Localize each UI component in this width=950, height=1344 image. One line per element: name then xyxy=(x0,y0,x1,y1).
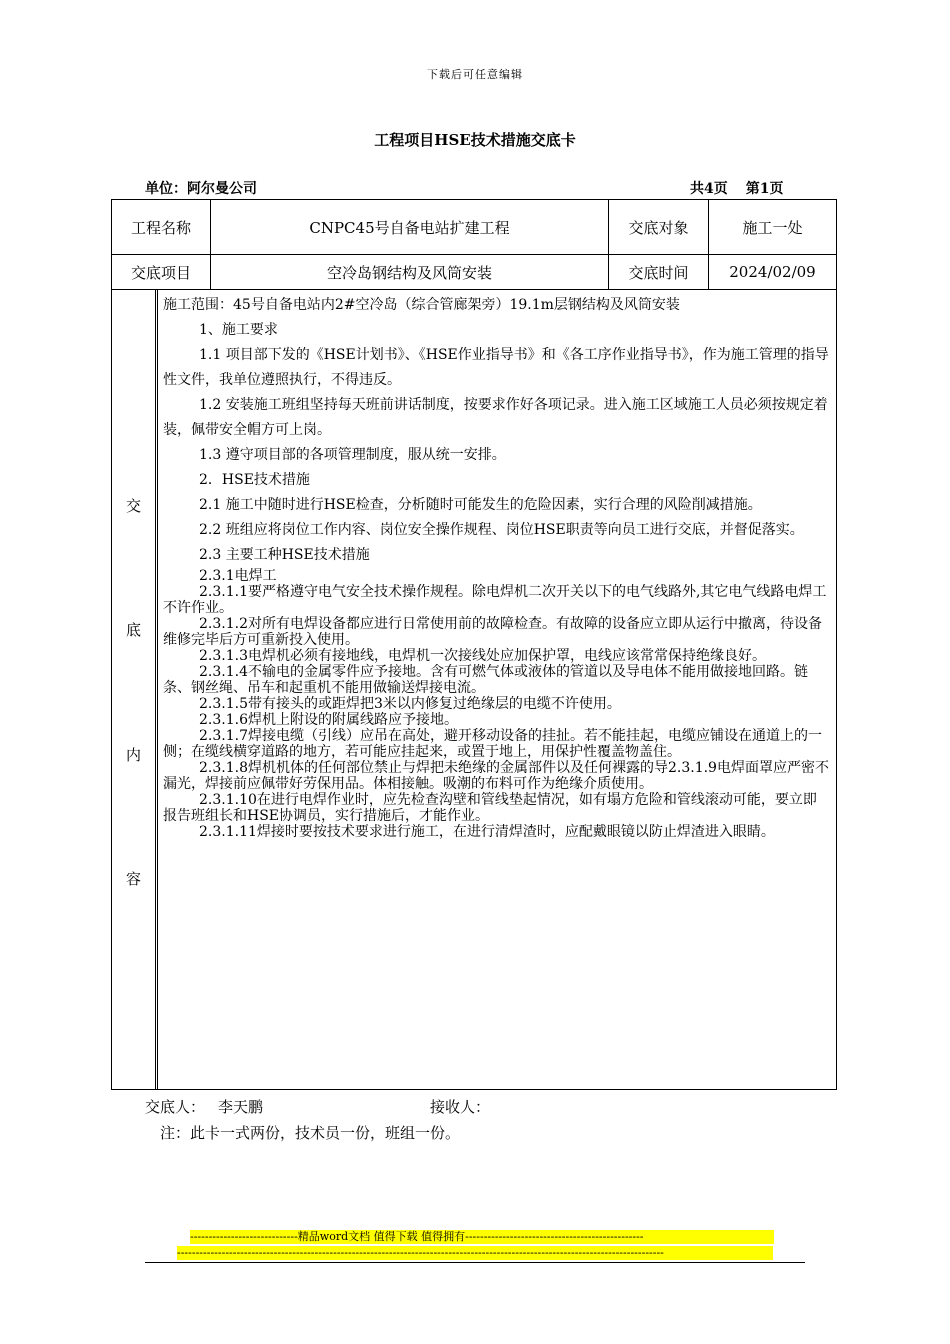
list-item: 2.3.1.10在进行电焊作业时，应先检查沟壁和管线垫起情况，如有塌方危险和管线滚动可能，要立即报告班组长和HSE协调员，实行措施后，才能作业。 xyxy=(163,792,817,824)
document-title: 工程项目HSE技术措施交底卡 xyxy=(374,131,576,149)
giver-name: 李天鹏 xyxy=(218,1098,264,1116)
list-item: 2.3.1.3电焊机必须有接地线，电焊机一次接线处应加保护罩，电线应该常常保持绝缘良好。 xyxy=(199,648,766,664)
paragraph: 2.1 施工中随时进行HSE检查，分析随时可能发生的危险因素，实行合理的风险削减措施。 xyxy=(199,497,762,513)
list-item: 2.3.1.4不输电的金属零件应予接地。含有可燃气体或液体的管道以及导电体不能用做接地回路。链条、钢丝绳、吊车和起重机不能用做输送焊接电流。 xyxy=(163,664,808,696)
row-divider xyxy=(112,289,836,290)
list-item: 2.3.1.11焊接时要按技术要求进行施工，在进行清焊渣时，应配戴眼镜以防止焊渣进入眼睛。 xyxy=(199,824,775,840)
bottom-rule xyxy=(145,1262,805,1263)
section-heading: 2．HSE技术措施 xyxy=(199,472,310,488)
unit-label: 单位：阿尔曼公司 xyxy=(145,181,257,197)
side-label-char: 容 xyxy=(125,870,141,888)
list-item: 2.3.1.2对所有电焊设备都应进行日常使用前的故障检查。有故障的设备应立即从运行中撤离，待设备维修完毕后方可重新投入使用。 xyxy=(163,616,822,648)
list-item: 2.3.1.6焊机上附设的附属线路应予接地。 xyxy=(199,712,458,728)
header-note: 下载后可任意编辑 xyxy=(427,68,523,81)
page-total: 共4页 xyxy=(690,181,728,197)
paragraph: 1.3 遵守项目部的各项管理制度，服从统一安排。 xyxy=(199,447,506,463)
giver-label: 交底人： xyxy=(145,1098,206,1116)
disclosure-table xyxy=(111,199,837,1090)
side-label-char: 内 xyxy=(125,746,141,764)
list-item: 2.3.1.1要严格遵守电气安全技术操作规程。除电焊机二次开关以下的电气线路外,其它电气线路电焊工不许作业。 xyxy=(163,584,827,616)
disclosure-target-label: 交底对象 xyxy=(628,218,689,237)
disclosure-item-label: 交底项目 xyxy=(130,263,191,282)
subsection-heading: 2.3 主要工种HSE技术措施 xyxy=(199,547,370,563)
list-item: 2.3.1.8焊机机体的任何部位禁止与焊把未绝缘的金属部件以及任何裸露的导2.3.1.9电焊面罩应严密不漏光，焊接前应佩带好劳保用品。体相接触。吸潮的布料可作为绝缘介质使用。 xyxy=(163,760,829,792)
construction-scope: 施工范围：45号自备电站内2#空冷岛（综合管廊架旁）19.1m层钢结构及风筒安装 xyxy=(163,297,680,313)
column-divider xyxy=(155,289,156,1089)
section-heading: 1、施工要求 xyxy=(199,322,278,338)
list-item: 2.3.1.7焊接电缆（引线）应吊在高处，避开移动设备的挂扯。若不能挂起，电缆应铺设在通道上的一侧；在缆线横穿道路的地方，若可能应挂起来，或置于地上，用保护性覆盖物盖住。 xyxy=(163,728,822,760)
subsection-heading: 2.3.1电焊工 xyxy=(199,568,277,584)
disclosure-time-value: 2024/02/09 xyxy=(729,263,816,281)
side-label-char: 交 xyxy=(125,497,141,515)
footnote: 注：此卡一式两份，技术员一份，班组一份。 xyxy=(160,1124,461,1142)
footer-banner: -----------------------------精品word文档 值得下载 值得拥有------------------------------------------------ xyxy=(190,1230,774,1244)
list-item: 2.3.1.5带有接头的或距焊把3米以内修复过绝缘层的电缆不许使用。 xyxy=(199,696,621,712)
disclosure-time-label: 交底时间 xyxy=(628,263,689,282)
paragraph: 1.1 项目部下发的《HSE计划书》、《HSE作业指导书》和《各工序作业指导书》，作为施工管理的指导性文件，我单位遵照执行，不得违反。 xyxy=(163,347,829,388)
disclosure-item-value: 空冷岛钢结构及风筒安装 xyxy=(326,263,492,282)
paragraph: 2.2 班组应将岗位工作内容、岗位安全操作规程、岗位HSE职责等向员工进行交底，并督促落实。 xyxy=(199,522,804,538)
disclosure-target-value: 施工一处 xyxy=(742,218,803,237)
project-name-label: 工程名称 xyxy=(130,218,191,237)
paragraph: 1.2 安装施工班组坚持每天班前讲话制度，按要求作好各项记录。进入施工区域施工人员必须按规定着装，佩带安全帽方可上岗。 xyxy=(163,397,828,438)
side-label-char: 底 xyxy=(125,621,141,639)
disclosure-content xyxy=(163,293,829,840)
project-name-value: CNPC45号自备电站扩建工程 xyxy=(309,218,510,237)
page-current: 第1页 xyxy=(745,181,784,197)
column-divider xyxy=(157,289,158,1089)
footer-banner-dashes: ----------------------------------------------------------------------------------------------------------------------------------- xyxy=(177,1246,773,1260)
page-counter xyxy=(690,178,802,198)
receiver-label: 接收人： xyxy=(430,1098,491,1116)
